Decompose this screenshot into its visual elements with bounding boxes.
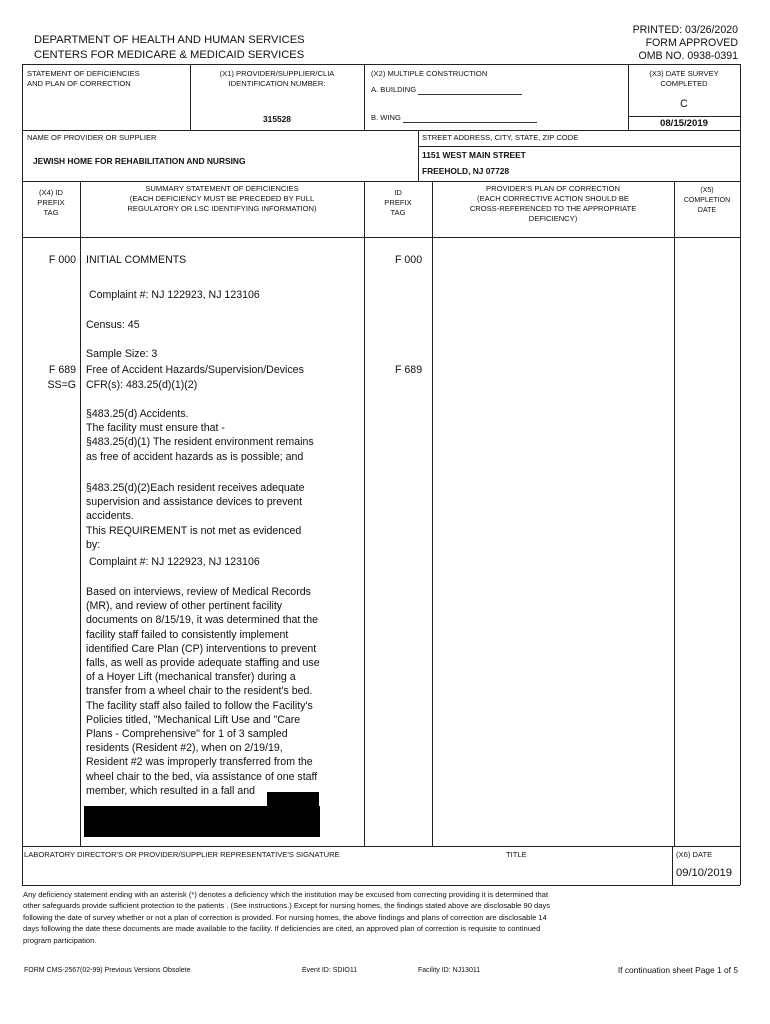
form-approved-label: FORM APPROVED <box>645 37 738 49</box>
tag-f000: F 000 <box>48 254 76 266</box>
tag-f689-right: F 689 <box>395 364 423 376</box>
grid-line-address-split <box>418 146 740 147</box>
x1-label: (X1) PROVIDER/SUPPLIER/CLIA IDENTIFICATION NUMBER: <box>219 69 335 88</box>
continuation-page: If continuation sheet Page 1 of 5 <box>617 965 738 975</box>
grid-line-col-plan <box>674 181 675 846</box>
survey-code: C <box>680 98 688 110</box>
building-blank <box>418 94 522 95</box>
department-line: DEPARTMENT OF HEALTH AND HUMAN SERVICES <box>34 34 305 46</box>
survey-completed-date: 08/15/2019 <box>659 118 708 129</box>
regulation-accidents-paragraph: §483.25(d) Accidents. The facility must ensure that - §483.25(d)(1) The resident environment remains as free of accident hazards as is possible; and <box>86 408 314 463</box>
x2-label: (X2) MULTIPLE CONSTRUCTION <box>371 69 488 78</box>
grid-line-x2 <box>364 64 365 130</box>
address-label: STREET ADDRESS, CITY, STATE, ZIP CODE <box>422 133 579 142</box>
regulation-supervision-paragraph: §483.25(d)(2)Each resident receives adequate supervision and assistance devices to prevent accidents. This REQUIREMENT is not met as evidenced by: <box>86 482 305 551</box>
statement-label: STATEMENT OF DEFICIENCIES AND PLAN OF CORRECTION <box>27 69 140 88</box>
x4-header: (X4) ID PREFIX TAG <box>37 188 65 217</box>
initial-comments-heading: INITIAL COMMENTS <box>86 254 187 266</box>
provider-city: FREEHOLD, NJ 07728 <box>422 166 510 176</box>
grid-line-body-bottom <box>22 846 740 847</box>
tag-f689: F 689 <box>48 364 76 376</box>
provider-street: 1151 WEST MAIN STREET <box>422 150 526 160</box>
agency-line: CENTERS FOR MEDICARE & MEDICAID SERVICES <box>34 49 305 61</box>
id-prefix-header: ID PREFIX TAG <box>384 188 412 217</box>
grid-line-signature-bottom <box>22 885 740 886</box>
redaction-block <box>84 806 320 837</box>
x3-label: (X3) DATE SURVEY COMPLETED <box>649 69 719 88</box>
summary-header: SUMMARY STATEMENT OF DEFICIENCIES (EACH DEFICIENCY MUST BE PRECEDED BY FULL REGULATORY OR LSC IDENTIFYING INFORMATION) <box>127 184 317 213</box>
grid-line-address <box>418 130 419 181</box>
form-id: FORM CMS-2567(02-99) Previous Versions Obsolete <box>24 967 191 974</box>
grid-line-right <box>740 64 741 885</box>
tag-f000-right: F 000 <box>395 254 423 266</box>
signature-label: LABORATORY DIRECTOR'S OR PROVIDER/SUPPLIER REPRESENTATIVE'S SIGNATURE <box>24 850 340 859</box>
x2-building: A. BUILDING <box>371 85 522 95</box>
complaint-line-2: Complaint #: NJ 122923, NJ 123106 <box>86 556 260 568</box>
findings-paragraph: Based on interviews, review of Medical Records (MR), and review of other pertinent facility documents on 8/15/19, it was determined that the facility staff failed to consistently implement identified Care Plan (CP) interventions to prevent falls, as well as provide adequate staffing and use of a Hoyer Lift (mechanical transfer) during a transfer from a wheel chair to the resident's bed. The facility staff also failed to follow the Facility's Policies titled, "Mechanical Lift Use and "Care Plans - Comprehensive" for 1 of 3 sampled residents (Resident #2), when on 2/19/19, Resident #2 was improperly transferred from the wheel chair to the bed, via assistance of one staff member, which resulted in a fall and <box>86 586 320 797</box>
plan-of-correction-header: PROVIDER'S PLAN OF CORRECTION (EACH CORRECTIVE ACTION SHOULD BE CROSS-REFERENCED TO THE APPROPRIATE DEFICIENCY) <box>469 184 637 223</box>
disclosure-footnote: Any deficiency statement ending with an asterisk (*) denotes a deficiency which the institution may be excused from correcting providing it is determined that other safeguards provide sufficient protection to the patients . (See instructions.) Except for nursing homes, the findings stated above are disclosable 90 days following the date of survey whether or not a plan of correction is provided. For nursing homes, the above findings and plans of correction are disclosable 14 days following the date these documents are made available to the facility. If deficiencies are cited, an approved plan of correction is requisite to continued program participation. <box>23 890 551 945</box>
wing-blank <box>403 122 537 123</box>
grid-line-headers-bottom <box>22 237 740 238</box>
x2-wing: B. WING <box>371 113 537 123</box>
provider-name-label: NAME OF PROVIDER OR SUPPLIER <box>27 133 157 142</box>
census-line: Census: 45 <box>86 319 140 331</box>
grid-line-provider-bottom <box>22 181 740 182</box>
x6-date-label: (X6) DATE <box>676 850 713 859</box>
severity-scope-tag: SS=G <box>47 379 76 391</box>
facility-id: Facility ID: NJ13011 <box>418 967 481 974</box>
grid-line-x3-split <box>628 116 740 117</box>
event-id: Event ID: SDIO11 <box>302 967 358 974</box>
provider-id-number: 315528 <box>263 114 291 124</box>
grid-line-ids-bottom <box>22 130 740 131</box>
f689-title: Free of Accident Hazards/Supervision/Devices <box>86 364 304 376</box>
title-label: TITLE <box>506 850 527 859</box>
f689-cfr: CFR(s): 483.25(d)(1)(2) <box>86 379 198 391</box>
signature-date: 09/10/2019 <box>676 867 732 879</box>
grid-line-top <box>22 64 740 65</box>
complaint-line: Complaint #: NJ 122923, NJ 123106 <box>89 289 260 301</box>
provider-name: JEWISH HOME FOR REHABILITATION AND NURSING <box>33 156 246 166</box>
grid-line-col-prefix <box>80 181 81 846</box>
omb-number: OMB NO. 0938-0391 <box>638 50 738 62</box>
grid-line-sig-date <box>672 846 673 885</box>
sample-size-line: Sample Size: 3 <box>86 348 158 360</box>
printed-date: PRINTED: 03/26/2020 <box>632 24 738 36</box>
grid-line-col-id <box>432 181 433 846</box>
x5-header: (X5) COMPLETION DATE <box>683 187 731 214</box>
